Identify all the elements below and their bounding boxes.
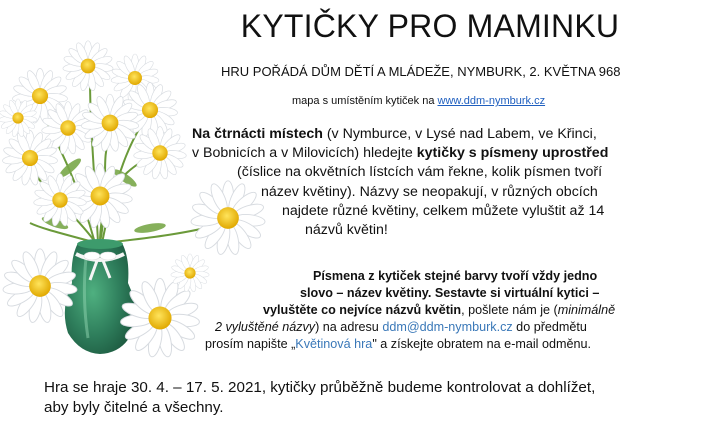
para1-text-2: v Bobnicích a v Milovicích) hledejte (192, 145, 417, 162)
para2-bold-2: slovo – název květiny. Sestavte si virtuální kytici – (300, 286, 600, 300)
instructions-paragraph (192, 125, 712, 240)
para2-line-1 (210, 268, 712, 285)
para2-text-4b: do předmětu (512, 320, 587, 334)
map-prefix: mapa s umístěním kytiček na (292, 95, 438, 107)
para1-bold-1: Na čtrnácti místech (192, 126, 323, 142)
submission-paragraph (205, 268, 712, 353)
para2-text-5b: " a získejte obratem na e-mail odměnu. (372, 337, 591, 351)
email-address[interactable]: ddm@ddm-nymburk.cz (382, 320, 513, 334)
para2-line-4 (210, 319, 712, 336)
para1-bold-2: kytičky s písmeny uprostřed (416, 145, 609, 162)
para2-text-4a: ) na adresu (315, 320, 383, 334)
para2-text-5a: prosím napište „ (205, 337, 296, 351)
para1-line-3: (číslice na okvětních lístcích vám řekne, kolik písmen tvoří (237, 164, 603, 181)
para2-line-5 (205, 336, 712, 353)
footer-line-2: aby byly čitelné a všechny. (44, 399, 224, 416)
para2-line-2 (210, 285, 712, 302)
map-line (292, 94, 612, 108)
para2-italic-3: minimálně (557, 303, 616, 317)
footer-line-1: Hra se hraje 30. 4. – 17. 5. 2021, kytičky průběžně budeme kontrolovat a dohlížet, (44, 379, 596, 396)
page-title: KYTIČKY PRO MAMINKU (240, 8, 620, 44)
website-link[interactable]: www.ddm-nymburk.cz (437, 95, 546, 107)
para2-text-3: , pošlete nám je ( (461, 303, 558, 317)
para1-line-1 (192, 125, 712, 144)
subject-quote: Květinová hra (295, 337, 373, 351)
para2-bold-3: vyluštěte co nejvíce názvů květin (263, 303, 462, 317)
para1-text-1: (v Nymburce, v Lysé nad Labem, ve Křinci, (322, 126, 597, 142)
game-dates-paragraph (44, 378, 704, 418)
para2-bold-1: Písmena z kytiček stejné barvy tvoří vždy jedno (313, 269, 598, 283)
para2-line-3 (210, 302, 712, 319)
para2-italic-4: 2 vyluštěné názvy (215, 320, 316, 334)
para1-line-6: názvů květin! (305, 222, 388, 239)
para1-line-5: najdete různé květiny, celkem můžete vyluštit až 14 (282, 202, 605, 219)
para1-line-4: název květiny). Názvy se neopakují, v různých obcích (261, 183, 598, 200)
organizer-subtitle: HRU POŘÁDÁ DŮM DĚTÍ A MLÁDEŽE, NYMBURK, 2. KVĚTNA 968 (221, 64, 621, 79)
para1-line-2 (192, 144, 712, 163)
